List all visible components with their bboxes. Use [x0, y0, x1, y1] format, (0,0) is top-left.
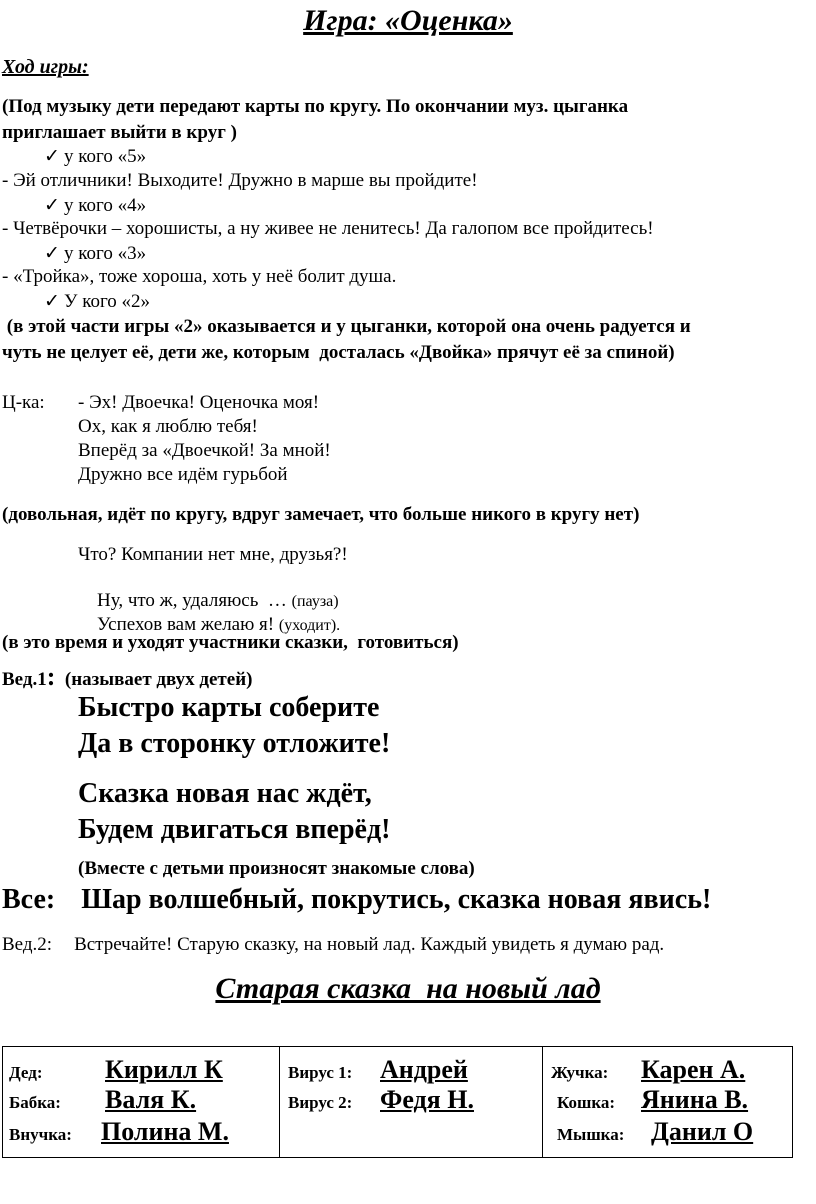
all-label: Все: — [2, 884, 56, 915]
host2-label: Вед.2: — [2, 934, 53, 955]
cast-actor: Карен А. — [641, 1055, 746, 1084]
gypsy-line-3: Вперёд за «Двоечкой! За мной! — [78, 440, 331, 461]
grade-3-label: у кого «3» — [64, 243, 147, 264]
host2-text: Встречайте! Старую сказку, на новый лад. Каждый увидеть я думаю рад. — [74, 934, 665, 955]
grade-4-item — [44, 194, 146, 217]
all-line — [2, 884, 711, 916]
gypsy-line-4: Дружно все идём гурьбой — [78, 464, 288, 485]
cast-actor: Кирилл К — [105, 1055, 223, 1084]
stage-direction-2: (в это время и уходят участники сказки, готовиться) — [2, 632, 459, 653]
cast-role: Жучка: — [551, 1063, 609, 1082]
cast-column-3 — [543, 1047, 793, 1158]
cast-entry — [9, 1085, 196, 1115]
gypsy2-line-3: Успехов вам желаю я! — [97, 614, 279, 635]
grade-2-item — [44, 290, 150, 313]
checkmark-icon: ✓ — [44, 243, 60, 264]
cast-role: Дед: — [9, 1063, 43, 1082]
verse-line-2: Да в сторонку отложите! — [78, 728, 391, 759]
gypsy2-pause-note: (пауза) — [291, 593, 339, 610]
cast-table — [2, 1046, 793, 1158]
grade-2-label: У кого «2» — [64, 291, 151, 312]
cast-entry — [9, 1055, 223, 1085]
verse-line-1: Быстро карты соберите — [78, 692, 380, 723]
grade-4-label: у кого «4» — [64, 195, 147, 216]
verse-line-3: Сказка новая нас ждёт, — [78, 778, 372, 809]
note-grade-2-line-1: (в этой части игры «2» оказывается и у цыганки, которой она очень радуется и — [2, 316, 691, 337]
intro-line-1: (Под музыку дети передают карты по кругу. По окончании муз. цыганка — [2, 96, 629, 117]
gypsy2-line-1: Что? Компании нет мне, друзья?! — [78, 544, 348, 565]
fairy-tale-subtitle: Старая сказка на новый лад — [215, 972, 601, 1005]
host1-label: Вед.1 — [2, 669, 47, 690]
cast-role: Вирус 1: — [288, 1063, 353, 1082]
line-grade-3: - «Тройка», тоже хороша, хоть у неё болит душа. — [2, 266, 397, 287]
grade-3-item — [44, 242, 146, 265]
cast-entry — [557, 1117, 753, 1147]
cast-actor: Янина В. — [641, 1085, 749, 1114]
cast-actor: Андрей — [380, 1055, 468, 1084]
cast-actor: Федя Н. — [380, 1085, 474, 1114]
note-grade-2-line-2: чуть не целует её, дети же, которым досталась «Двойка» прячут её за спиной) — [2, 342, 675, 363]
host1-line — [2, 662, 252, 692]
line-grade-5: - Эй отличники! Выходите! Дружно в марше вы пройдите! — [2, 170, 478, 191]
checkmark-icon: ✓ — [44, 291, 60, 312]
cast-actor: Валя К. — [105, 1085, 197, 1114]
all-text: Шар волшебный, покрутись, сказка новая явись! — [81, 884, 712, 915]
host2-line — [2, 934, 664, 956]
cast-row — [3, 1047, 793, 1158]
cast-entry — [551, 1055, 745, 1085]
intro-line-2: приглашает выйти в круг ) — [2, 122, 237, 143]
cast-column-2 — [280, 1047, 543, 1158]
cast-role: Мышка: — [557, 1125, 625, 1144]
cast-actor: Данил О — [651, 1117, 754, 1146]
gypsy2-exit-note: (уходит). — [278, 617, 341, 634]
verse-line-4: Будем двигаться вперёд! — [78, 814, 391, 845]
cast-column-1 — [3, 1047, 280, 1158]
grade-5-item — [44, 145, 146, 168]
gypsy2-line-2: Ну, что ж, удаляюсь … — [97, 590, 292, 611]
line-grade-4: - Четвёрочки – хорошисты, а ну живее не ленитесь! Да галопом все пройдитесь! — [2, 218, 654, 239]
cast-role: Кошка: — [557, 1093, 616, 1112]
cast-entry — [288, 1085, 474, 1115]
cast-entry — [9, 1117, 229, 1147]
cast-role: Внучка: — [9, 1125, 72, 1144]
page-title: Игра: «Оценка» — [303, 4, 513, 37]
speaker-gypsy: Ц-ка: — [2, 392, 45, 413]
checkmark-icon: ✓ — [44, 195, 60, 216]
stage-direction-3: (Вместе с детьми произносят знакомые слова) — [78, 858, 475, 879]
cast-entry — [288, 1055, 468, 1085]
host1-note: (называет двух детей) — [64, 669, 253, 690]
cast-role: Вирус 2: — [288, 1093, 353, 1112]
cast-role: Бабка: — [9, 1093, 61, 1112]
grade-5-label: у кого «5» — [64, 146, 147, 167]
course-heading: Ход игры: — [2, 56, 89, 78]
cast-actor: Полина М. — [101, 1117, 229, 1146]
stage-direction-1: (довольная, идёт по кругу, вдруг замечает, что больше никого в кругу нет) — [2, 504, 640, 525]
cast-entry — [557, 1085, 748, 1115]
host1-colon: : — [46, 662, 56, 691]
gypsy-line-2: Ох, как я люблю тебя! — [78, 416, 258, 437]
gypsy-line-1: - Эх! Двоечка! Оценочка моя! — [78, 392, 320, 413]
checkmark-icon: ✓ — [44, 146, 60, 167]
